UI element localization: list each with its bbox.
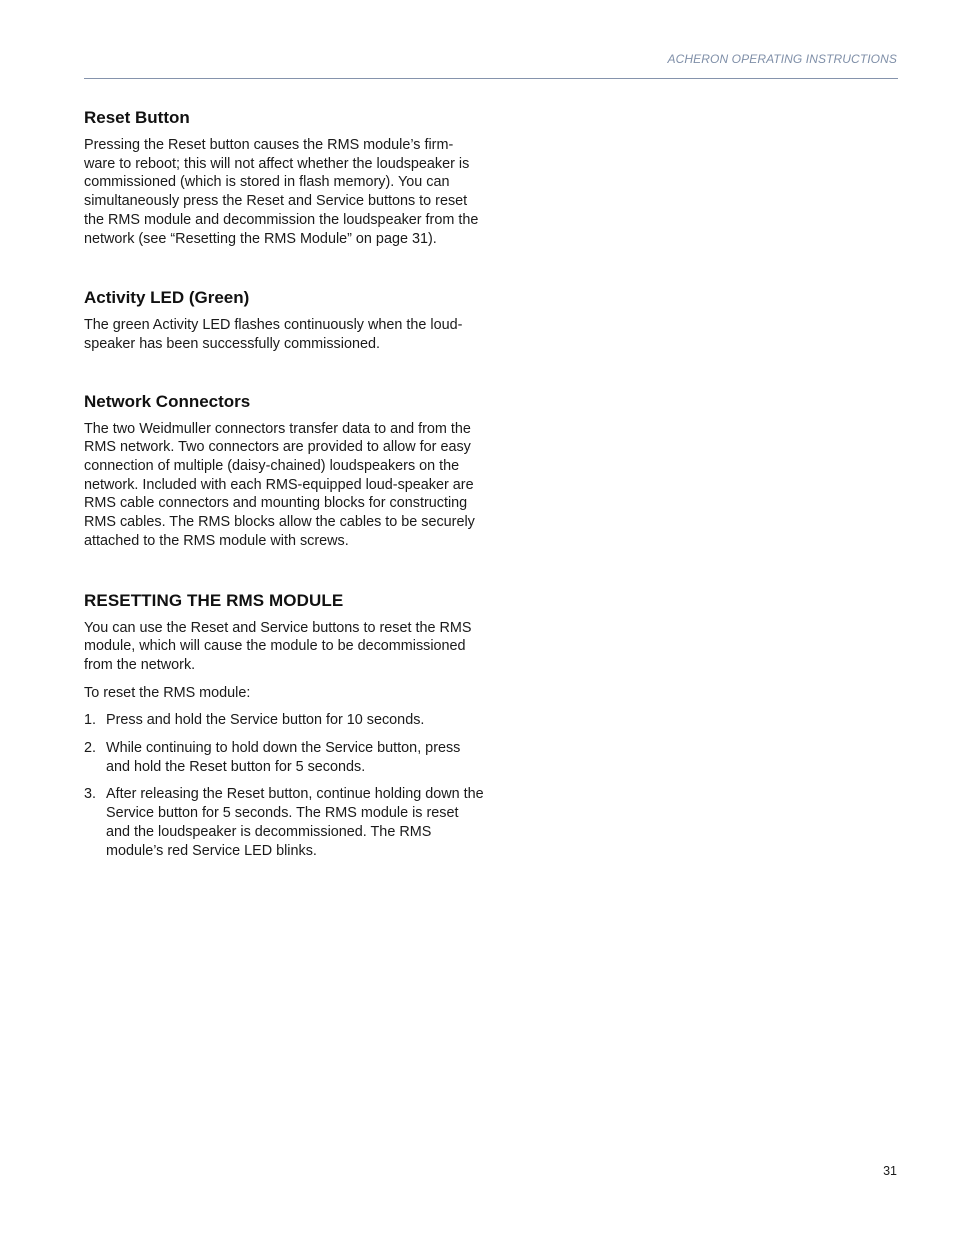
step-number: 3. (84, 786, 97, 803)
body-reset-button: Pressing the Reset button causes the RMS module’s firm-ware to reboot; this will not affect whether the loudspeaker is commissioned (which is stored in flash memory). You can simultaneously press the Reset and Service buttons to reset the RMS module and decommission the loudspeaker from the network (see “Resetting the RMS Module” on page 31). (84, 137, 479, 247)
list-item (84, 785, 484, 860)
body-resetting-lead: To reset the RMS module: (84, 684, 251, 701)
list-item (84, 739, 484, 776)
heading-resetting: RESETTING THE RMS MODULE (84, 590, 344, 610)
main-content (84, 106, 484, 898)
body-activity-led: The green Activity LED flashes continuously when the loud-speaker has been successfully commissioned. (84, 317, 463, 352)
section-activity-led (84, 286, 484, 353)
running-header: ACHERON OPERATING INSTRUCTIONS (667, 52, 897, 66)
heading-reset-button: Reset Button (84, 108, 190, 127)
section-reset-button (84, 106, 484, 248)
step-text: While continuing to hold down the Service button, press and hold the Reset button for 5 seconds. (106, 740, 461, 775)
step-number: 1. (84, 712, 97, 729)
step-text: After releasing the Reset button, continue holding down the Service button for 5 seconds. The RMS module is reset and the loudspeaker is decommissioned. The RMS module’s red Service LED blinks. (106, 786, 484, 859)
section-resetting (84, 589, 484, 861)
step-number: 2. (84, 740, 97, 757)
header-rule (84, 78, 898, 79)
step-text: Press and hold the Service button for 10 seconds. (106, 712, 425, 729)
body-resetting-intro: You can use the Reset and Service buttons to reset the RMS module, which will cause the module to be decommissioned from the network. (84, 619, 472, 673)
heading-activity-led: Activity LED (Green) (84, 288, 250, 308)
body-network-connectors: The two Weidmuller connectors transfer data to and from the RMS network. Two connectors are provided to allow for easy connection of multiple (daisy-chained) loudspeakers on the network. Included with each RMS-equipped loud-speaker are RMS cable connectors and mounting blocks for constructing RMS cables. The RMS blocks allow the cables to be securely attached to the RMS module with screws. (84, 420, 475, 549)
reset-steps-list (84, 711, 484, 860)
heading-network-connectors: Network Connectors (84, 391, 251, 411)
list-item (84, 711, 484, 730)
section-network-connectors (84, 390, 484, 551)
page-number: 31 (883, 1164, 897, 1178)
